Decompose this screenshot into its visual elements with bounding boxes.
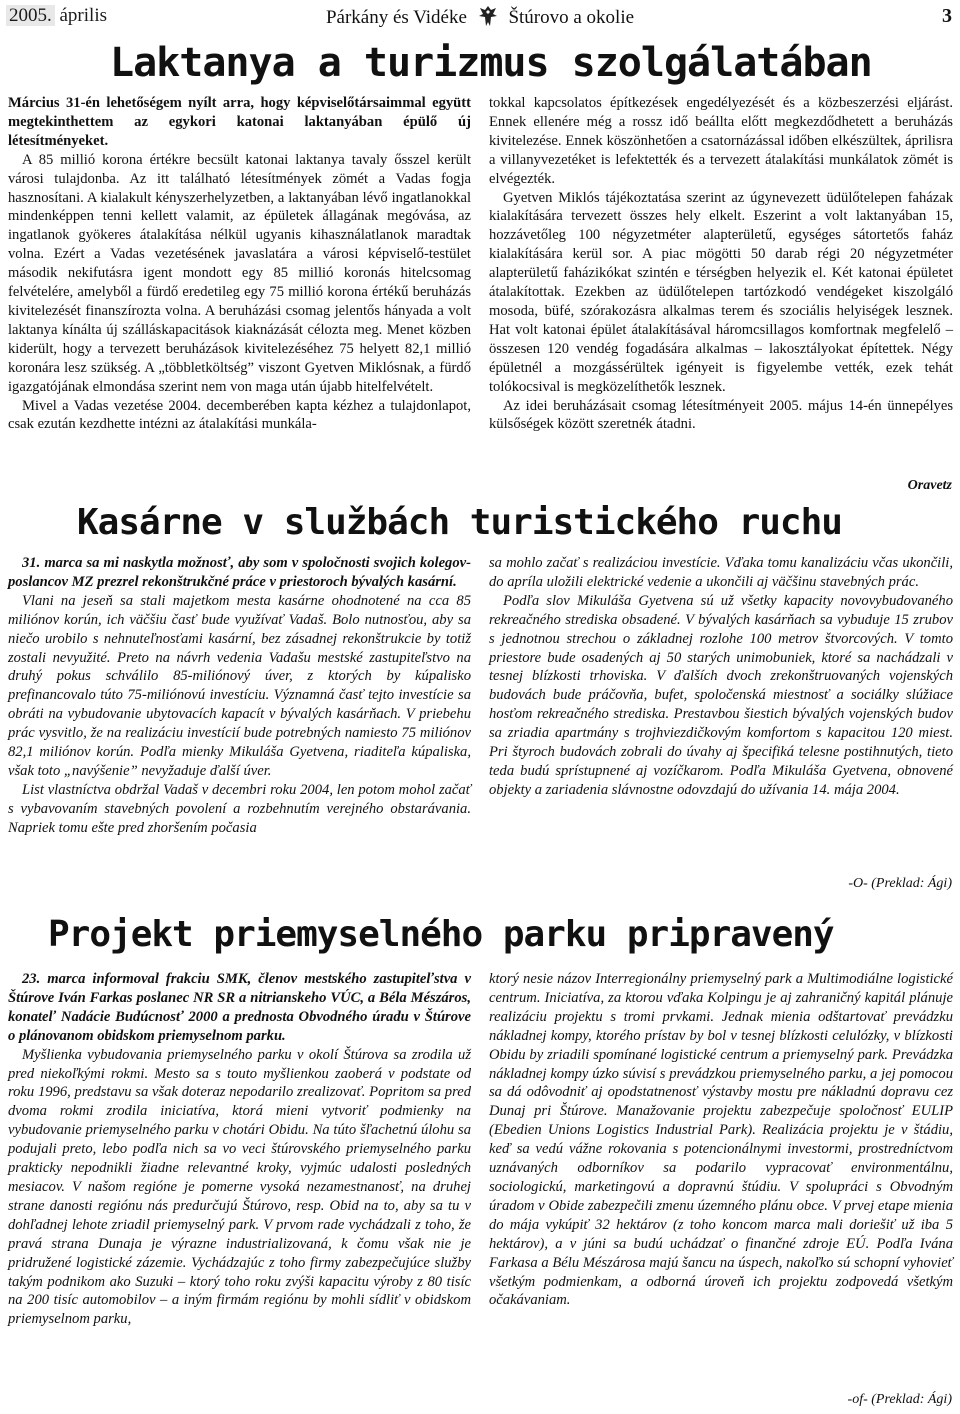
issue-month: április [59,5,107,26]
article2-headline: Kasárne v službách turistického ruchu [77,502,842,543]
issue-date [6,5,107,27]
issue-year: 2005. [6,5,55,26]
article2-signature: -O- (Preklad: Ági) [848,876,952,891]
article3-headline: Projekt priemyselného parku pripravený [48,914,834,955]
article1-lead: Március 31-én lehetőségem nyílt arra, hogy képviselőtársaimmal együtt megtekinthettem az egykori katonai laktanyában épülő új létesítményeket. [8,95,471,149]
article2-paragraph: Vlani na jeseň sa stali majetkom mesta kasárne ohodnotené na cca 85 miliónov korún, ich väčšiu časť bude využívať Vadaš. Bolo nutnosťou, aby sa niečo urobilo s nehnuteľnosťami kasární, bez zásadnej rekonštrukcie by totiž zostali nevyužité. Preto na návrh vedenia Vadašu mestské zastupiteľstvo na druhý pokus schválilo 85-miliónový úver, z ktorých by kúpalisko prefinancovalo túto 75-miliónovú investíciu. Významná časť tejto investície sa obráti na vybudovanie ubytovacích kapacít v bývalých kasárňach. V priebehu prác vysvitlo, že na realizáciu investícií bude potrebných namiesto 75 miliónov 82,1 miliónov korún. Podľa mienky Mikuláša Gyetvena, riaditeľa kúpaliska, však toto „navýšenie” nevyžaduje ďalší úver. [8,592,471,779]
article2-paragraph: List vlastníctva obdržal Vadaš v decembri roku 2004, len potom mohol začať s vybavovaním stavebných povolení a rozbehnutím verejného obstarávania. Napriek tomu ešte pred zhoršením počasia [8,781,471,836]
article3-signature: -of- (Preklad: Ági) [847,1392,952,1407]
article1-paragraph: A 85 millió korona értékre becsült katonai laktanya tavaly ősszel került városi tulajdonba. Az itt található létesítmények zömét a Vadas fogja hasznosítani. A kialakult kényszerhelyzetben, a laktanyában lévő ingatlanokkal mindenképpen tenni kellett valamit, az épületek állagának megóvása, az ingatlanok gyökeres átalakítása nélkül ugyanis kihasználatlanok maradtak volna. Ezért a Vadas vezetésének javaslatára a városi képviselő-testület második nekifutásra igent mondott egy 85 millió koronás hitelcsomag felvételére, amelyből a fürdő eredetileg egy 75 millió korona értékű beruházás kivitelezését finanszírozta volna. A beruházási csomag jelentős hányada a volt laktanya kínálta új szálláskapacitások kiaknázását célozta meg. Menet közben kiderült, hogy a tervezett beruházások kivitelezéséhez 75 helyett 82,1 millió koronára lesz szükség. A „többletköltség” viszont Gyetven Miklósnak, a fürdő igazgatójának elmondása szerint nem von maga után újabb hitelfelvételt. [8,151,471,395]
article1-paragraph: Gyetven Miklós tájékoztatása szerint az úgynevezett üdülőtelepen faházak kialakítására tervezett összes hely elkelt. Eszerint a volt laktanyában 15, hozzávetőleg 100 négyzetméter alapterületű, egységes sátortetős faház kialakítására kerül sor. A piac mögötti 50 darab régi 20 négyzetméter alapterületű faházikókat szintén e térségben helyezik el. Két katonai épületet átalakítottak. Ezekben az üdülőtelepen tartózkodó vendégeket kiszolgáló mosoda, büfé, szórakozásra alkalmas terem és szociális helyiségek lesznek. Hat volt katonai épület átalakításával háromcsillagos komfortnak megfelelő – összesen 120 vendég fogadására alkalmas – lakosztályokat építettek. Négy épületnél a mozgássérültek igényeit is figyelembe vették, ezek tehát tolókocsival is megközelíthetők lesznek. [489,189,953,395]
article1-signature: Oravetz [907,478,952,493]
article2-column-right [489,554,953,800]
article1-paragraph: Az idei beruházásait csomag létesítményeit 2005. május 14-én ünnepélyes külsőségek között szeretnék átadni. [489,397,953,433]
article2-column-left [8,554,471,838]
article1-headline: Laktanya a turizmus szolgálatában [110,40,872,86]
masthead [280,5,680,29]
article2-paragraph: sa mohlo začať s realizáciou investície. Vďaka tomu kanalizáciu včas ukončili, do apríla uložili elektrické vedenie a ukončili aj väčšinu stavebných prác. [489,555,953,590]
article1-paragraph: tokkal kapcsolatos építkezések engedélyezését és a közbeszerzési eljárást. Ennek ellenére még a rossz idő beállta előtt megkezdődhetett a beruházás kivitelezése. Ennek köszönhetően a csatornázással időben elkészültek, áprilisra a villanyvezetéket is lefektették és a tervezett átalakítási munkálatok zömét is elvégezték. [489,95,953,187]
page-number: 3 [942,5,952,27]
article1-paragraph: Mivel a Vadas vezetése 2004. decemberében kapta kézhez a tulajdonlapot, csak ezután kezdhette intézni az átalakítási munkála- [8,397,471,433]
eagle-crest-icon [478,5,498,27]
article3-paragraph: Myšlienka vybudovania priemyselného parku v okolí Štúrova sa zrodila už pred niekoľkými rokmi. Mesto sa s touto myšlienkou zaoberá v podstate od roku 1996, predstavu sa však doteraz nepodarilo zrealizovať. Popritom sa pred dvoma rokmi zrodila iniciatíva, ktorá mieni vytvoriť podmienky na vybudovanie priemyselného parku v chotári Obidu. Na túto šľachetnú úlohu sa podujali preto, lebo podľa nich sa vo veci štúrovského priemyselného parku prakticky nepodnikli žiadne relevantné kroky, vyjmúc udalosti posledných mesiacov. V našom regióne je pomerne vysoká nezamestnanosť, na druhej strane danosti regiónu nás predurčujú Štúrovo, resp. Obid na to, aby sa tu v dohľadnej lehote zriadil priemyselný park. V prvom rade vychádzali z toho, že pravá strana Dunaja je výrazne industrializovaná, k čomu však nie je pridružené logistické zázemie. Vychádzajúc z toho firmy zabezpečujúce služby takým podnikom ako Suzuki – ktorý toho roku zvýši kapacitu výroby z 80 tisíc na 200 tisíc automobilov – a iným firmám regiónu by mohli sídliť v obidskom priemyselnom parku, [8,1046,471,1328]
paper-name: Párkány és Vidéke [325,7,467,28]
article1-column-left [8,94,471,434]
article1-column-right [489,94,953,434]
article3-lead: 23. marca informoval frakciu SMK, členov mestského zastupiteľstva v Štúrove Iván Farkas poslanec NR SR a nitrianskeho VÚC, a Béla Mészáros, konateľ Nadácie Budúcnosť 2000 a prednosta Obvodného úradu v Štúrove o plánovanom obidskom priemyselnom parku. [8,971,471,1044]
article3-column-right [489,970,953,1310]
article3-column-left [8,970,471,1329]
article3-paragraph: ktorý nesie názov Interregionálny priemyselný park a Multimodiálne logistické centrum. Iniciatíva, za ktorou vďaka Kolpingu je aj zahraničný kapitál plánuje realizáciu projektu s tromi prvkami. Jednak mienia odštartovať prevádzku nákladnej kompy, ktorého prístav by bol v tesnej blízkosti celulózky, v blízkosti Obidu by zriadili spomínané logistické centrum a priemyselný park. Prevádzka nákladnej kompy úzko súvisí s prevádzkou priemyselného parku, a jej pomocou sa dá odôvodniť aj opodstatnenosť výstavby mostu pre nákladnú dopravu cez Dunaj pri Štúrove. Manažovanie projektu zabezpečuje spoločnosť EULIP (Ebedien Unions Logistics Industrial Park). Realizácia projektu je v štádiu, keď sa vedú vážne rokovania s potencionálnymi investormi, prostredníctvom uznávaných odborníkov sa podarilo vypracovať environmentálnu, sociologickú, marketingovú a dopravnú štúdiu. V spolupráci s Obvodným úradom v Obide zabezpečili zmenu územného plánu obce. V prvej etape mienia do mája vykúpiť 32 hektárov (z toho koncom marca mali doriešiť už iba 5 hektárov), a v júni sa budú uchádzať o finančné zdroje EÚ. Podľa Ivána Farkasa a Bélu Mészárosa majú šancu na úspech, nakoľko sú schopní vyhovieť všetkým podmienkam, a odborná úroveň ich projektu zodpovedá všetkým očakávaniam. [489,971,953,1309]
page-header [0,0,960,36]
region-name: Štúrovo a okolie [508,7,635,28]
article2-paragraph: Podľa slov Mikuláša Gyetvena sú už všetky kapacity novovybudovaného rekreačného strediska obsadené. V bývalých kasárňach sa vybuduje 15 zrubov s jednotnou strechou o základnej rozlohe 100 metrov štvorcových. V tomto priestore bude osadených aj 50 starých unimobuniek, ktoré sa nachádzali v tesnej blízkosti trhoviska. V ďalších dvoch zrekonštruovaných vojenských budovách bude práčovňa, bufet, spoločenská miestnosť a sociálky slúžiace hosťom rekreačného strediska. Prestavbou šiestich bývalých vojenských budov sa zriadia apartmány s trojhviezdičkovým komfortom s kapacitou 120 miest. Pri štyroch budovách zobrali do úvahy aj špecifiká telesne postihnutých, tieto teda budú sprístupnené aj vozíčkarom. Podľa Mikuláša Gyetvena, obnovené objekty a zariadenia slávnostne odovzdajú do užívania 14. mája 2004. [489,592,953,798]
article2-lead: 31. marca sa mi naskytla možnosť, aby som v spoločnosti svojich kolegov-poslancov MZ prezrel rekonštrukčné práce v priestoroch bývalých kasární. [8,555,471,590]
